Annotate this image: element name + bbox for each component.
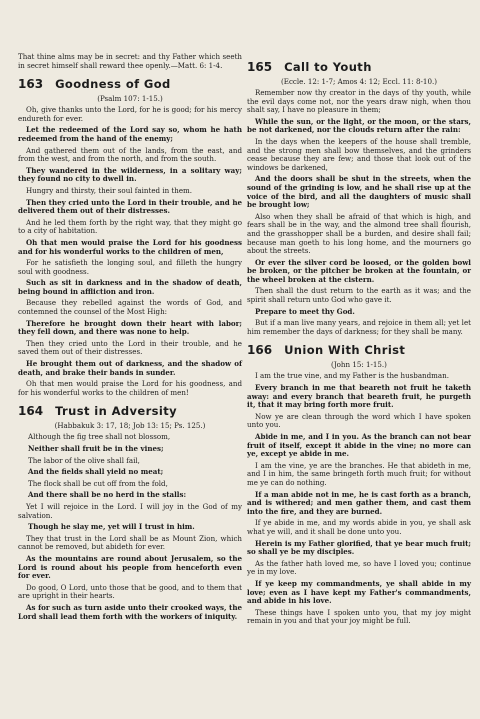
- verse-paragraph: Therefore he brought down their heart with labor; they fell down, and there was none to help.: [18, 318, 242, 337]
- right-column: [247, 53, 471, 629]
- verse-paragraph: Oh, give thanks unto the Lord, for he is good; for his mercy endureth for ever.: [18, 105, 242, 123]
- hymn-number: 166: [247, 343, 273, 358]
- verse-paragraph: Or ever the silver cord be loosed, or the golden bowl be broken, or the pitcher be broken at the fountain, or the wheel broken at the cistern.: [247, 257, 471, 284]
- hymn-heading: [247, 343, 471, 357]
- hymn-heading: [18, 77, 242, 91]
- verse-paragraph: As the mountains are round about Jerusalem, so the Lord is round about his people from henceforth even for ever.: [18, 553, 242, 581]
- verse-paragraph: They wandered in the wilderness, in a solitary way; they found no city to dwell in.: [18, 165, 242, 184]
- hymn-heading: [18, 404, 242, 418]
- verse-paragraph: And the fields shall yield no meat;: [28, 467, 164, 477]
- verse-paragraph: Also when they shall be afraid of that which is high, and fears shall be in the way, and the almond tree shall flourish, and the grasshopper shall be a burden, and desire shall fail; because man goeth to his long home, and the mourners go about the streets.: [247, 211, 471, 256]
- hymn-number: 165: [247, 60, 273, 74]
- verse-paragraph: As the father hath loved me, so have I loved you; continue ye in my love.: [247, 558, 471, 577]
- verse-paragraph: The flock shall be cut off from the fold,: [28, 478, 168, 488]
- verse-paragraph: If ye abide in me, and my words abide in you, ye shall ask what ye will, and it shall be done unto you.: [247, 518, 471, 536]
- verse-paragraph: Then shall the dust return to the earth as it was; and the spirit shall return unto God who gave it.: [247, 286, 471, 305]
- verse-paragraph: Hungry and thirsty, their soul fainted in them.: [26, 185, 193, 195]
- scripture-reference: (Psalm 107: 1-15.): [97, 94, 163, 104]
- verse-paragraph: If a man abide not in me, he is cast forth as a branch, and is withered; and men gather them, and cast them into the fire, and they are burned.: [247, 489, 471, 516]
- verse-paragraph: Now ye are clean through the word which I have spoken unto you.: [247, 411, 471, 430]
- verse-paragraph: And the doors shall be shut in the streets, when the sound of the grinding is low, and he shall rise up at the voice of the bird, and all the daughters of music shall be brought low;: [247, 174, 471, 210]
- verse-paragraph: And gathered them out of the lands, from the east, and from the west, and from the north, and from the south.: [18, 145, 242, 164]
- verse-paragraph: Let the redeemed of the Lord say so, whom he hath redeemed from the hand of the enemy;: [18, 125, 242, 143]
- verse-paragraph: If ye keep my commandments, ye shall abide in my love; even as I have kept my Father's commandments, and abide in his love.: [247, 578, 471, 606]
- verse-paragraph: Every branch in me that beareth not fruit he taketh away: and every branch that beareth fruit, he purgeth it, that it may bring forth more fruit.: [247, 383, 471, 410]
- verse-paragraph: As for such as turn aside unto their crooked ways, the Lord shall lead them forth with the workers of iniquity.: [18, 602, 242, 621]
- verse-paragraph: Although the fig tree shall not blossom,: [28, 432, 171, 442]
- verse-paragraph: Such as sit in darkness and in the shadow of death, being bound in affliction and iron.: [18, 278, 242, 296]
- hymn-title: Call to Youth: [284, 60, 372, 74]
- verse-paragraph: Do good, O Lord, unto those that be good, and to them that are upright in their hearts.: [18, 582, 242, 601]
- scripture-reference: (Habbakuk 3: 17, 18; Job 13: 15; Ps. 125.): [54, 421, 206, 431]
- verse-paragraph: Oh that men would praise the Lord for his goodness and for his wonderful works to the children of men,: [18, 237, 242, 256]
- hymn-title: Goodness of God: [55, 77, 171, 92]
- verse-paragraph: These things have I spoken unto you, that my joy might remain in you and that your joy might be full.: [247, 607, 471, 626]
- verse-paragraph: While the sun, or the light, or the moon, or the stars, be not darkened, nor the clouds return after the rain:: [247, 116, 471, 135]
- verse-paragraph: And he led them forth by the right way, that they might go to a city of habitation.: [18, 217, 242, 236]
- verse-paragraph: Prepare to meet thy God.: [255, 306, 355, 316]
- verse-paragraph: Neither shall fruit be in the vines;: [28, 444, 164, 453]
- hymn-title: Trust in Adversity: [55, 404, 178, 419]
- hymn-heading: [247, 60, 471, 74]
- verse-paragraph: Because they rebelled against the words of God, and contemned the counsel of the Most High:: [18, 298, 242, 317]
- verse-paragraph: I am the true vine, and my Father is the husbandman.: [255, 371, 449, 381]
- verse-paragraph: He brought them out of darkness, and the shadow of death, and brake their bands in sunder.: [18, 359, 242, 377]
- verse-paragraph: That thine alms may be in secret: and thy Father which seeth in secret himself shall reward thee openly.—Matt. 6: 1-4.: [18, 52, 242, 70]
- verse-paragraph: Remember now thy creator in the days of thy youth, while the evil days come not, nor the years draw nigh, when thou shalt say, I have no pleasure in them;: [247, 88, 471, 115]
- verse-paragraph: Oh that men would praise the Lord for his goodness, and for his wonderful works to the children of men!: [18, 379, 242, 397]
- hymn-title: Union With Christ: [284, 343, 406, 358]
- verse-paragraph: Yet I will rejoice in the Lord. I will joy in the God of my salvation.: [18, 501, 242, 520]
- verse-paragraph: Abide in me, and I in you. As the branch can not bear fruit of itself, except it abide in the vine; no more can ye, except ye abide in me.: [247, 432, 471, 459]
- verse-paragraph: Though he slay me, yet will I trust in him.: [28, 522, 195, 532]
- verse-paragraph: But if a man live many years, and rejoice in them all; yet let him remember the days of darkness; for they shall be many.: [247, 318, 471, 336]
- verse-paragraph: I am the vine, ye are the branches. He that abideth in me, and I in him, the same bringeth forth much fruit; for without me ye can do nothing.: [247, 460, 471, 487]
- verse-paragraph: And there shall be no herd in the stalls:: [28, 490, 187, 500]
- verse-paragraph: The labor of the olive shall fail,: [28, 455, 140, 465]
- verse-paragraph: They that trust in the Lord shall be as Mount Zion, which cannot be removed, but abideth for ever.: [18, 533, 242, 552]
- verse-paragraph: Herein is my Father glorified, that ye bear much fruit; so shall ye be my disciples.: [247, 538, 471, 557]
- hymn-number: 164: [18, 404, 44, 419]
- scripture-reference: (John 15: 1-15.): [331, 360, 387, 370]
- verse-paragraph: In the days when the keepers of the house shall tremble, and the strong men shall bow themselves, and the grinders cease because they are few; and those that look out of the windows be darkened,: [247, 136, 471, 172]
- scripture-reference: (Eccle. 12: 1-7; Amos 4: 12; Eccl. 11: 8-10.): [281, 77, 437, 86]
- hymn-number: 163: [18, 77, 44, 92]
- verse-paragraph: Then they cried unto the Lord in their trouble, and he delivered them out of their distresses.: [18, 197, 242, 216]
- verse-paragraph: For he satisfieth the longing soul, and filleth the hungry soul with goodness.: [18, 258, 242, 276]
- left-column: [18, 53, 242, 624]
- verse-paragraph: Then they cried unto the Lord in their trouble, and he saved them out of their distresses.: [18, 338, 242, 357]
